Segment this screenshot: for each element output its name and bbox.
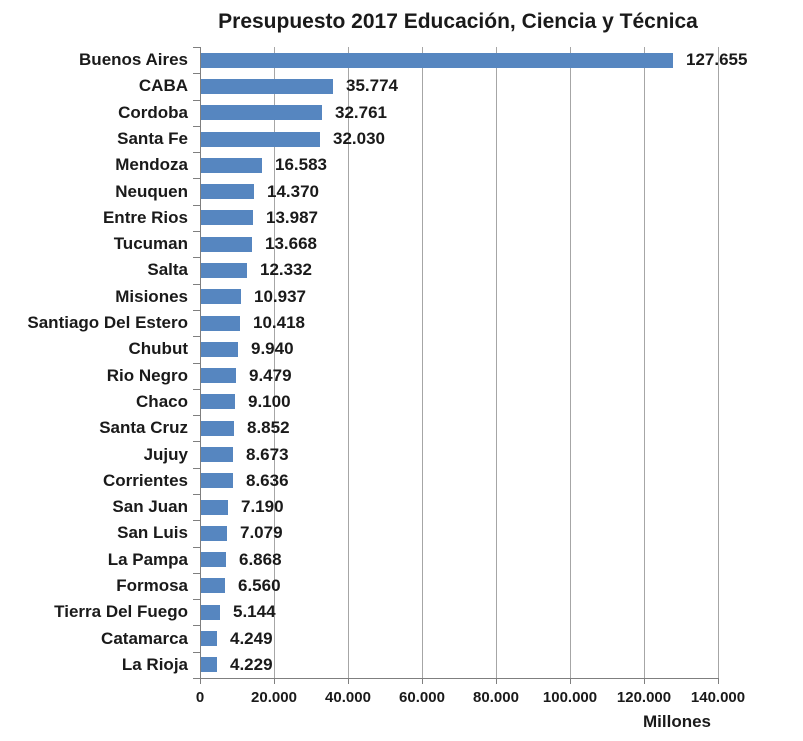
y-axis-tick <box>193 231 200 232</box>
category-label: San Luis <box>117 523 188 543</box>
value-label: 32.030 <box>333 129 385 149</box>
category-label: Misiones <box>115 286 188 306</box>
y-axis-tick <box>193 47 200 48</box>
category-label: Chubut <box>128 339 188 359</box>
bar-caba <box>201 79 333 94</box>
category-label: Corrientes <box>102 470 188 490</box>
value-label: 32.761 <box>335 102 387 122</box>
bar-san-luis <box>201 526 227 541</box>
category-label: Jujuy <box>143 444 188 464</box>
x-axis-tick <box>644 678 645 684</box>
y-axis-tick <box>193 73 200 74</box>
value-label: 8.636 <box>246 470 289 490</box>
category-label: Salta <box>147 260 188 280</box>
value-label: 35.774 <box>346 76 398 96</box>
bar-salta <box>201 263 247 278</box>
value-label: 6.560 <box>238 575 281 595</box>
category-label: CABA <box>138 76 188 96</box>
y-axis-tick <box>193 415 200 416</box>
value-label: 9.940 <box>251 339 294 359</box>
value-label: 16.583 <box>275 155 327 175</box>
category-label: Mendoza <box>115 155 188 175</box>
y-axis-tick <box>193 520 200 521</box>
category-label: Catamarca <box>101 628 188 648</box>
value-label: 4.229 <box>230 654 273 674</box>
value-label: 10.937 <box>254 286 306 306</box>
bar-cordoba <box>201 105 322 120</box>
y-axis-tick <box>193 363 200 364</box>
y-axis-tick <box>193 468 200 469</box>
y-axis-tick <box>193 126 200 127</box>
x-tick-label: 60.000 <box>399 689 445 706</box>
value-label: 7.079 <box>240 523 283 543</box>
x-axis-tick <box>496 678 497 684</box>
bar-tierra-del-fuego <box>201 605 220 620</box>
value-label: 5.144 <box>233 602 276 622</box>
x-tick-label: 120.000 <box>616 689 672 706</box>
bar-rio-negro <box>201 368 236 383</box>
value-label: 127.655 <box>686 50 748 70</box>
category-label: San Juan <box>112 497 188 517</box>
y-axis-tick <box>193 494 200 495</box>
category-label: Buenos Aires <box>79 50 188 70</box>
category-label: Santiago Del Estero <box>27 313 188 333</box>
x-tick-label: 80.000 <box>473 689 519 706</box>
category-axis-labels <box>0 47 188 678</box>
plot-area <box>200 47 748 678</box>
y-axis-tick <box>193 547 200 548</box>
gridline <box>644 47 645 678</box>
x-axis-tick <box>570 678 571 684</box>
bar-la-rioja <box>201 657 217 672</box>
value-label: 13.987 <box>266 207 318 227</box>
value-label: 4.249 <box>230 628 273 648</box>
bar-santa-cruz <box>201 421 234 436</box>
y-axis-tick <box>193 573 200 574</box>
x-tick-label: 100.000 <box>542 689 598 706</box>
x-tick-label: 140.000 <box>690 689 746 706</box>
y-axis-tick <box>193 625 200 626</box>
value-label: 9.100 <box>248 391 291 411</box>
value-label: 7.190 <box>241 497 284 517</box>
bar-buenos-aires <box>201 53 673 68</box>
x-axis-line <box>193 678 718 679</box>
bar-tucuman <box>201 237 252 252</box>
y-axis-line <box>200 47 201 679</box>
category-label: Santa Fe <box>117 129 188 149</box>
category-label: Neuquen <box>115 181 188 201</box>
gridline <box>496 47 497 678</box>
x-axis-tick <box>422 678 423 684</box>
category-label: Cordoba <box>118 102 188 122</box>
y-axis-tick <box>193 678 200 679</box>
y-axis-tick <box>193 441 200 442</box>
bar-chaco <box>201 394 235 409</box>
y-axis-tick <box>193 652 200 653</box>
bar-la-pampa <box>201 552 226 567</box>
bar-formosa <box>201 578 225 593</box>
category-label: Entre Rios <box>102 207 188 227</box>
y-axis-tick <box>193 310 200 311</box>
x-axis-tick <box>718 678 719 684</box>
y-axis-tick <box>193 599 200 600</box>
bar-neuquen <box>201 184 254 199</box>
value-label: 8.852 <box>247 418 290 438</box>
bar-santa-fe <box>201 132 320 147</box>
bar-entre-rios <box>201 210 253 225</box>
bar-misiones <box>201 289 241 304</box>
y-axis-tick <box>193 178 200 179</box>
y-axis-tick <box>193 284 200 285</box>
chart-title: Presupuesto 2017 Educación, Ciencia y Técnica <box>218 10 698 33</box>
value-label: 9.479 <box>249 365 292 385</box>
category-label: La Rioja <box>121 654 188 674</box>
category-label: Santa Cruz <box>99 418 188 438</box>
y-axis-tick <box>193 389 200 390</box>
axis-unit-label: Millones <box>642 712 712 731</box>
gridline <box>422 47 423 678</box>
category-label: Formosa <box>116 575 188 595</box>
y-axis-tick <box>193 205 200 206</box>
y-axis-tick <box>193 152 200 153</box>
x-axis-tick <box>200 678 201 684</box>
value-label: 13.668 <box>265 234 317 254</box>
bar-san-juan <box>201 500 228 515</box>
category-label: Tierra Del Fuego <box>54 602 188 622</box>
x-tick-label: 20.000 <box>251 689 297 706</box>
value-label: 10.418 <box>253 313 305 333</box>
gridline <box>718 47 719 678</box>
category-label: Chaco <box>136 391 188 411</box>
category-label: La Pampa <box>107 549 188 569</box>
bar-corrientes <box>201 473 233 488</box>
category-label: Rio Negro <box>106 365 188 385</box>
value-label: 12.332 <box>260 260 312 280</box>
value-label: 6.868 <box>239 549 282 569</box>
value-label: 14.370 <box>267 181 319 201</box>
bar-chubut <box>201 342 238 357</box>
bar-jujuy <box>201 447 233 462</box>
y-axis-tick <box>193 336 200 337</box>
gridline <box>570 47 571 678</box>
bar-mendoza <box>201 158 262 173</box>
x-tick-label: 0 <box>195 689 205 706</box>
x-tick-label: 40.000 <box>325 689 371 706</box>
y-axis-tick <box>193 100 200 101</box>
x-axis-tick <box>348 678 349 684</box>
y-axis-tick <box>193 257 200 258</box>
x-axis-tick <box>274 678 275 684</box>
value-label: 8.673 <box>246 444 289 464</box>
bar-catamarca <box>201 631 217 646</box>
category-label: Tucuman <box>113 234 188 254</box>
bar-santiago-del-estero <box>201 316 240 331</box>
